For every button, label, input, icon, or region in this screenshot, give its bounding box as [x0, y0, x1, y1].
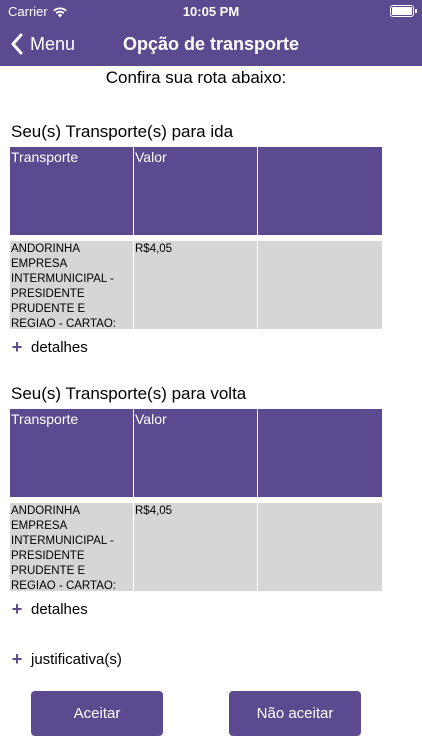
ida-details-toggle[interactable]: [11, 337, 88, 358]
justificativa-toggle[interactable]: [11, 649, 122, 670]
volta-details-label: detalhes: [31, 601, 88, 618]
volta-section-title: Seu(s) Transporte(s) para volta: [11, 384, 247, 403]
table-header-row: [10, 147, 383, 235]
back-button-label: Menu: [30, 33, 76, 54]
header-valor: Valor: [134, 409, 258, 497]
cell-valor: R$4,05: [134, 503, 258, 591]
volta-transport-table: [10, 409, 383, 591]
table-row: [10, 241, 383, 329]
volta-details-toggle[interactable]: [11, 599, 88, 620]
cell-transporte: ANDORINHA EMPRESA INTERMUNICIPAL - PRESIDENTE PRUDENTE E REGIAO - CARTAO:: [10, 503, 134, 591]
ida-details-label: detalhes: [31, 339, 88, 356]
plus-icon: +: [11, 599, 23, 619]
header-transporte: Transporte: [10, 147, 134, 235]
header-transporte: Transporte: [10, 409, 134, 497]
route-subtitle: Confira sua rota abaixo:: [105, 68, 287, 87]
table-header-row: [10, 409, 383, 497]
cell-transporte: ANDORINHA EMPRESA INTERMUNICIPAL - PRESIDENTE PRUDENTE E REGIAO - CARTAO:: [10, 241, 134, 329]
page-title: Opção de transporte: [122, 34, 300, 54]
justificativa-label: justificativa(s): [31, 651, 122, 668]
ida-transport-table: [10, 147, 383, 329]
status-bar: [0, 0, 422, 22]
accept-button[interactable]: Aceitar: [31, 691, 163, 736]
table-row: [10, 503, 383, 591]
header-empty: [258, 147, 382, 235]
cell-empty: [258, 241, 382, 329]
plus-icon: +: [11, 649, 23, 669]
cell-empty: [258, 503, 382, 591]
plus-icon: +: [11, 337, 23, 357]
cell-valor: R$4,05: [134, 241, 258, 329]
clock: 10:05 PM: [182, 4, 240, 19]
carrier-label: Carrier: [8, 4, 48, 19]
header-empty: [258, 409, 382, 497]
navigation-bar: [0, 22, 422, 66]
battery-icon: [390, 5, 414, 17]
decline-button[interactable]: Não aceitar: [229, 691, 361, 736]
header-valor: Valor: [134, 147, 258, 235]
ida-section-title: Seu(s) Transporte(s) para ida: [11, 122, 234, 141]
